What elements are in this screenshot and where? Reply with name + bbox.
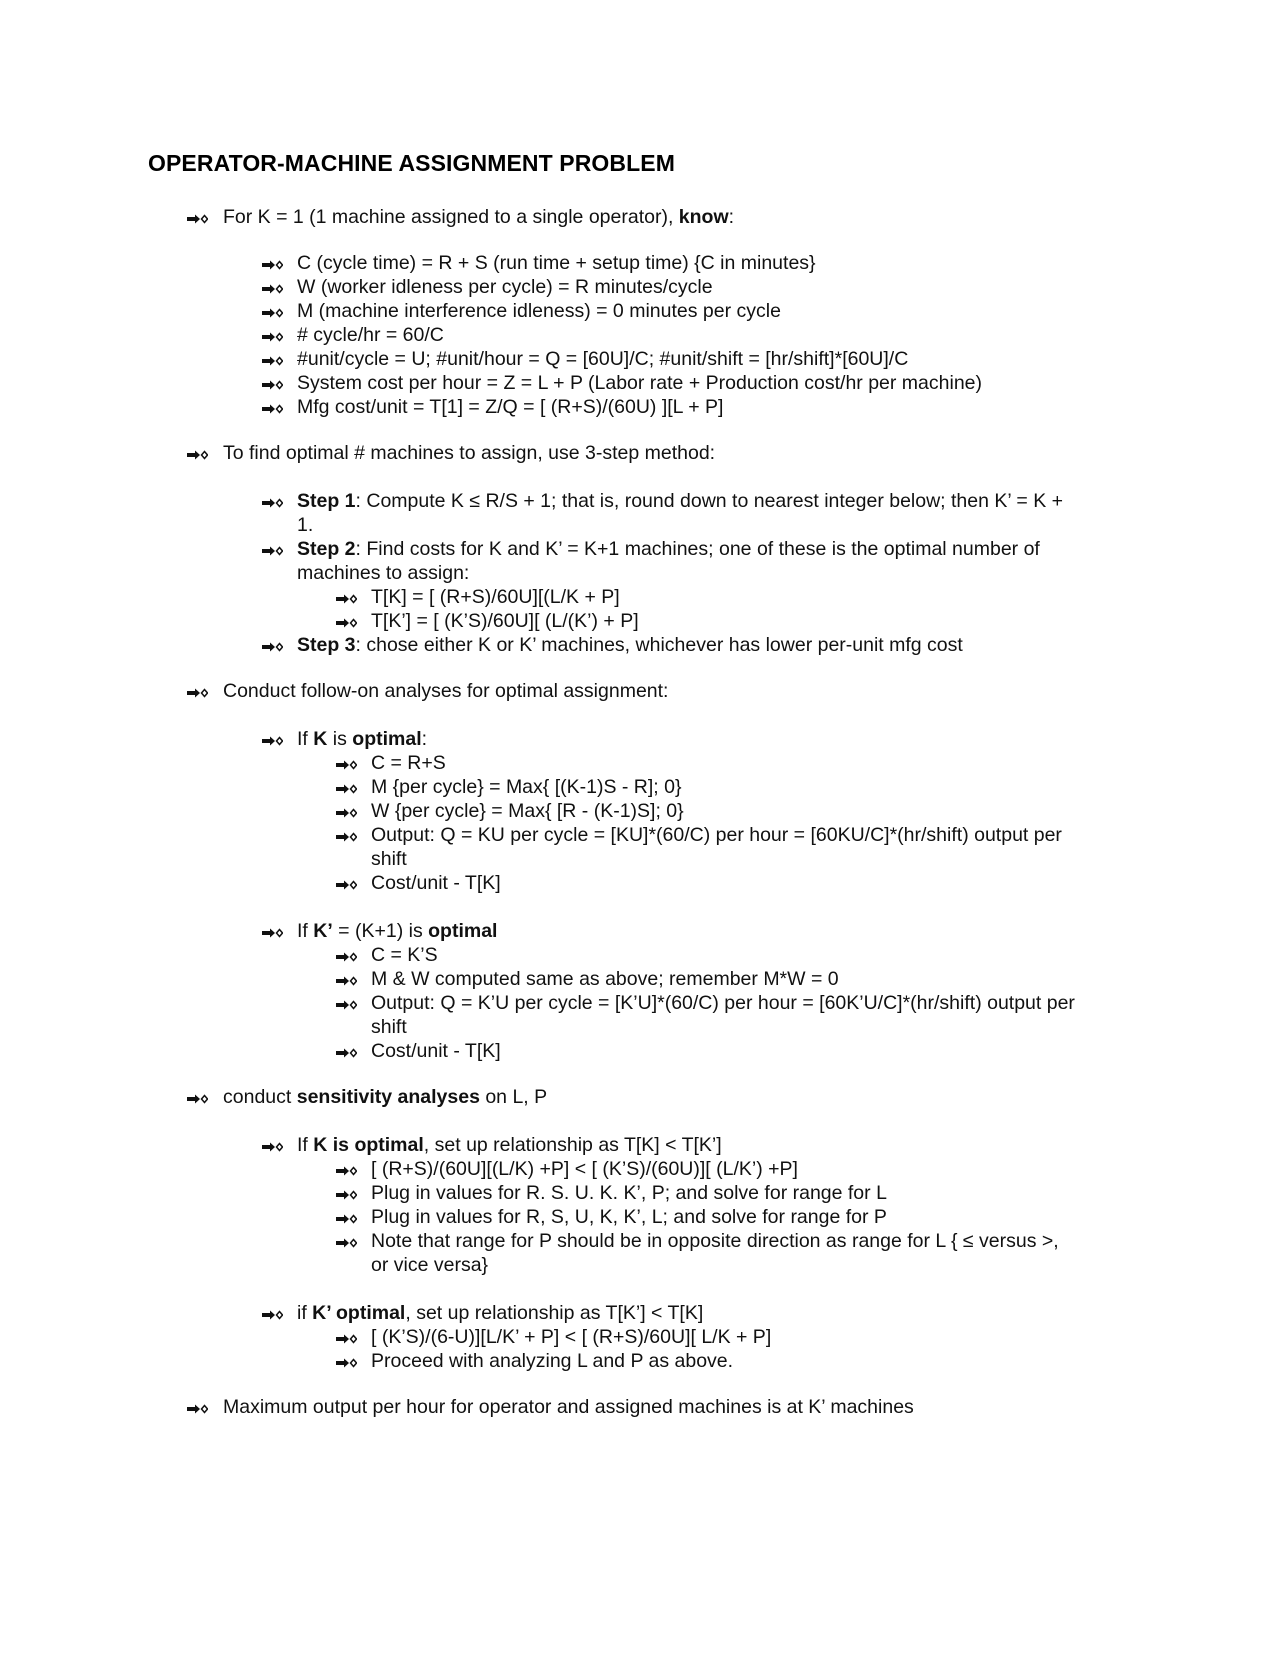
step-3: [297, 633, 963, 657]
section-know-heading: [223, 205, 734, 229]
text-run: = (K+1) is: [332, 920, 429, 942]
arrow-diamond-icon: [261, 330, 283, 346]
list-item: C = R+S: [371, 752, 446, 774]
text-run-bold: K’ optimal: [312, 1302, 406, 1324]
arrow-diamond-icon: [261, 640, 283, 656]
case-k-optimal: [297, 727, 427, 751]
text-run-bold: Step 1: [297, 490, 356, 512]
arrow-diamond-icon: [261, 496, 283, 512]
arrow-diamond-icon: [335, 950, 357, 966]
list-item: Note that range for P should be in opposite direction as range for L { ≤ versus >,: [371, 1230, 1059, 1252]
text-run: on L, P: [479, 1086, 548, 1108]
page-title: OPERATOR-MACHINE ASSIGNMENT PROBLEM: [148, 150, 675, 176]
list-item: #unit/cycle = U; #unit/hour = Q = [60U]/C; #unit/shift = [hr/shift]*[60U]/C: [297, 348, 909, 370]
arrow-diamond-icon: [335, 1236, 357, 1252]
arrow-diamond-icon: [261, 282, 283, 298]
arrow-diamond-icon: [335, 806, 357, 822]
text-run: : Compute K ≤ R/S + 1; that is, round down to nearest integer below; then K’ = K +: [355, 490, 1064, 512]
list-item: # cycle/hr = 60/C: [297, 324, 444, 346]
arrow-diamond-icon: [186, 212, 208, 228]
arrow-diamond-icon: [261, 1140, 283, 1156]
list-item: [ (R+S)/(60U][(L/K) +P] < [ (K’S)/(60U)][ (L/K’) +P]: [371, 1158, 798, 1180]
text-run-bold: optimal: [428, 920, 498, 942]
text-run: For K = 1 (1 machine assigned to a single operator),: [223, 206, 679, 228]
arrow-diamond-icon: [261, 544, 283, 560]
arrow-diamond-icon: [335, 592, 357, 608]
arrow-diamond-icon: [261, 926, 283, 942]
text-run: : Find costs for K and K’ = K+1 machines; one of these is the optimal number of: [355, 538, 1040, 560]
case-k-optimal-sensitivity: [297, 1133, 722, 1157]
list-item: Plug in values for R. S. U. K. K’, P; and solve for range for L: [371, 1182, 887, 1204]
text-run-bold: K: [313, 728, 328, 750]
list-item: Mfg cost/unit = T[1] = Z/Q = [ (R+S)/(60U) ][L + P]: [297, 396, 724, 418]
list-item-continuation: shift: [371, 1016, 407, 1038]
arrow-diamond-icon: [335, 830, 357, 846]
list-item: Output: Q = KU per cycle = [KU]*(60/C) per hour = [60KU/C]*(hr/shift) output per: [371, 824, 1062, 846]
arrow-diamond-icon: [186, 448, 208, 464]
arrow-diamond-icon: [335, 1212, 357, 1228]
text-run: , set up relationship as T[K’] < T[K]: [405, 1302, 704, 1324]
text-run-bold: Step 2: [297, 538, 356, 560]
arrow-diamond-icon: [335, 1046, 357, 1062]
text-run-bold: sensitivity analyses: [296, 1086, 480, 1108]
list-item: C = K’S: [371, 944, 438, 966]
step-2: [297, 537, 1040, 561]
list-item: [ (K’S)/(6-U)][L/K’ + P] < [ (R+S)/60U][ L/K + P]: [371, 1326, 772, 1348]
arrow-diamond-icon: [261, 258, 283, 274]
text-run: , set up relationship as T[K] < T[K’]: [423, 1134, 722, 1156]
section-followon-heading: Conduct follow-on analyses for optimal assignment:: [223, 680, 669, 702]
text-run-bold: optimal: [352, 728, 422, 750]
section-max-output: Maximum output per hour for operator and assigned machines is at K’ machines: [223, 1396, 914, 1418]
list-item: Plug in values for R, S, U, K, K’, L; and solve for range for P: [371, 1206, 887, 1228]
arrow-diamond-icon: [335, 974, 357, 990]
text-run-bold: Step 3: [297, 634, 356, 656]
arrow-diamond-icon: [261, 306, 283, 322]
step-1-continuation: 1.: [297, 514, 314, 536]
arrow-diamond-icon: [261, 1308, 283, 1324]
list-item: W {per cycle} = Max{ [R - (K-1)S]; 0}: [371, 800, 684, 822]
text-run: :: [421, 728, 428, 750]
text-run: if: [297, 1302, 313, 1324]
case-k-prime-optimal-sensitivity: [297, 1301, 703, 1325]
list-item: M & W computed same as above; remember M*W = 0: [371, 968, 839, 990]
arrow-diamond-icon: [335, 878, 357, 894]
step-2-continuation: machines to assign:: [297, 562, 470, 584]
list-item: M (machine interference idleness) = 0 minutes per cycle: [297, 300, 781, 322]
text-run: If: [297, 1134, 314, 1156]
arrow-diamond-icon: [186, 1092, 208, 1108]
arrow-diamond-icon: [335, 1164, 357, 1180]
list-item-continuation: shift: [371, 848, 407, 870]
arrow-diamond-icon: [186, 1402, 208, 1418]
text-run: is: [327, 728, 353, 750]
list-item: Proceed with analyzing L and P as above.: [371, 1350, 734, 1372]
list-item: Output: Q = K’U per cycle = [K’U]*(60/C) per hour = [60K’U/C]*(hr/shift) output per: [371, 992, 1075, 1014]
list-item: C (cycle time) = R + S (run time + setup time) {C in minutes}: [297, 252, 816, 274]
text-run-bold: know: [678, 206, 729, 228]
text-run-bold: K’: [313, 920, 333, 942]
text-run: :: [728, 206, 735, 228]
arrow-diamond-icon: [335, 998, 357, 1014]
arrow-diamond-icon: [335, 758, 357, 774]
list-item: Cost/unit - T[K]: [371, 872, 501, 894]
arrow-diamond-icon: [261, 402, 283, 418]
list-item: T[K’] = [ (K’S)/60U][ (L/(K’) + P]: [371, 610, 639, 632]
arrow-diamond-icon: [186, 686, 208, 702]
arrow-diamond-icon: [335, 1188, 357, 1204]
section-sensitivity-heading: [223, 1085, 547, 1109]
arrow-diamond-icon: [261, 734, 283, 750]
arrow-diamond-icon: [335, 782, 357, 798]
list-item-continuation: or vice versa}: [371, 1254, 489, 1276]
list-item: T[K] = [ (R+S)/60U][(L/K + P]: [371, 586, 620, 608]
text-run: If: [297, 920, 314, 942]
arrow-diamond-icon: [335, 1332, 357, 1348]
case-k-prime-optimal: [297, 919, 497, 943]
text-run-bold: K is optimal: [313, 1134, 424, 1156]
step-1: [297, 489, 1063, 513]
arrow-diamond-icon: [335, 616, 357, 632]
section-method-heading: To find optimal # machines to assign, use 3-step method:: [223, 442, 716, 464]
text-run: If: [297, 728, 314, 750]
arrow-diamond-icon: [261, 354, 283, 370]
list-item: Cost/unit - T[K]: [371, 1040, 501, 1062]
text-run: : chose either K or K’ machines, whichever has lower per-unit mfg cost: [355, 634, 963, 656]
list-item: System cost per hour = Z = L + P (Labor rate + Production cost/hr per machine): [297, 372, 983, 394]
text-run: conduct: [223, 1086, 297, 1108]
arrow-diamond-icon: [335, 1356, 357, 1372]
list-item: W (worker idleness per cycle) = R minutes/cycle: [297, 276, 713, 298]
list-item: M {per cycle} = Max{ [(K-1)S - R]; 0}: [371, 776, 682, 798]
arrow-diamond-icon: [261, 378, 283, 394]
